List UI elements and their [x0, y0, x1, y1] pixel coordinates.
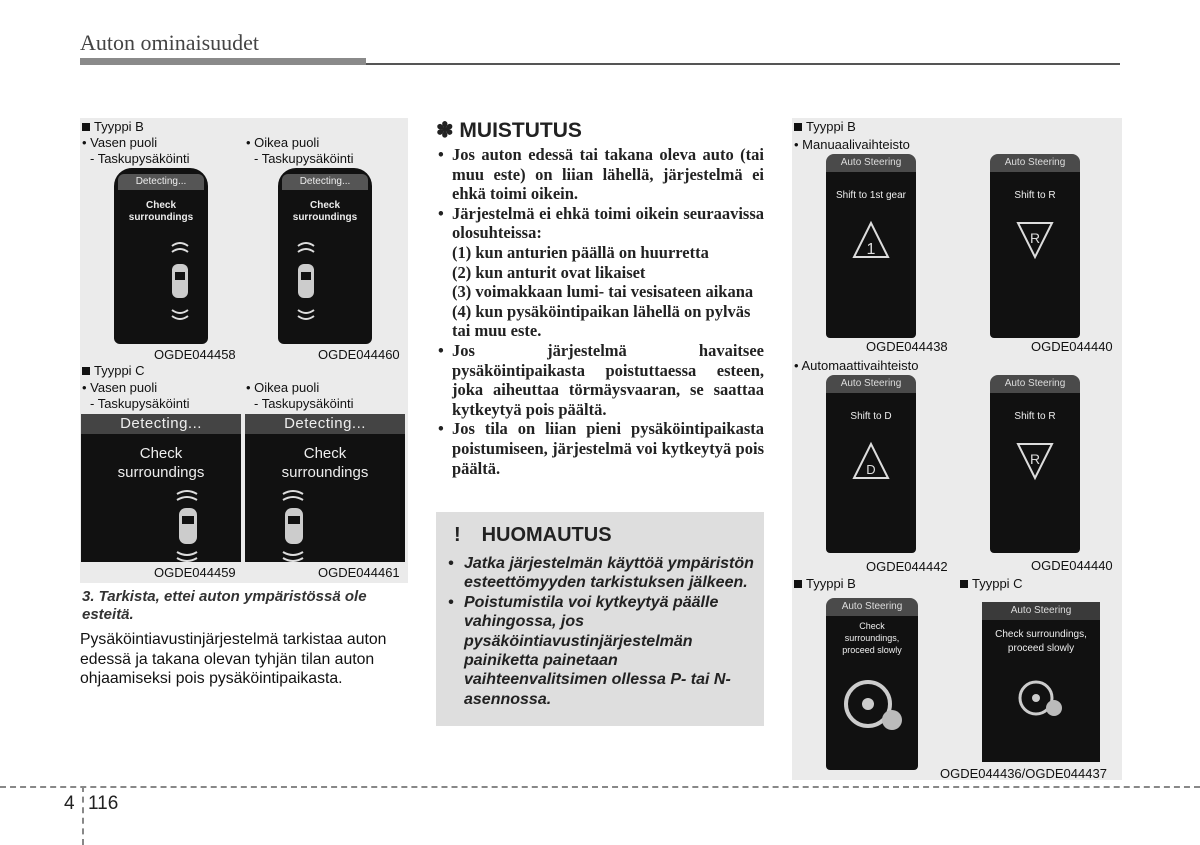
- display-msg-line2: surroundings: [117, 464, 205, 481]
- display-title: Detecting...: [118, 174, 204, 190]
- svg-text:R: R: [1029, 230, 1041, 246]
- page-number: 116: [88, 793, 119, 814]
- typec-right-display: [245, 414, 405, 562]
- square-bullet-icon: [82, 123, 90, 131]
- footer-vertical-divider: [82, 786, 84, 845]
- muistutus-item: • Jos järjestelmä havaitsee pysäköintipaikasta poistuttaessa esteen, joka aiheuttaa törmäysvaaran, se saattaa kytkeytyä pois päältä.: [436, 341, 764, 419]
- gear-warning-icon: [990, 436, 1080, 536]
- figure-code: OGDE044442: [866, 559, 948, 574]
- display-title: Detecting...: [282, 174, 368, 190]
- left-typec-left-side: • Vasen puoli: [82, 380, 158, 395]
- left-typeb-left-sub: - Taskupysäköinti: [90, 151, 190, 166]
- manual-label: • Manuaalivaihteisto: [794, 137, 910, 152]
- display-msg-line1: Check: [303, 445, 347, 462]
- figure-code: OGDE044461: [318, 565, 400, 580]
- display-msg-line2: surroundings: [128, 212, 194, 223]
- display-msg-line2: surroundings: [281, 464, 369, 481]
- figure-code: OGDE044460: [318, 347, 400, 362]
- manual-left-display: [826, 154, 916, 338]
- step-heading: 3. Tarkista, ettei auton ympäristössä ole esteitä.: [82, 588, 367, 623]
- square-bullet-icon: [794, 580, 802, 588]
- display-msg-line1: Check surroundings,: [995, 629, 1087, 640]
- left-typeb-label: Tyyppi B: [82, 119, 144, 135]
- header-rule: [366, 63, 1120, 65]
- display-msg-line2: proceed slowly: [1007, 643, 1075, 654]
- display-msg-line2: surroundings,: [844, 633, 900, 643]
- svg-text:R: R: [1029, 451, 1041, 467]
- muistutus-item: • Jos auton edessä tai takana oleva auto (tai muu este) on liian lähellä, järjestelmä ei ehkä toimi oikein.: [436, 145, 764, 204]
- bottom-typeb-display: [826, 598, 918, 770]
- sub-item: (2) kun anturit ovat likaiset: [452, 262, 646, 282]
- bottom-typec-display: [982, 602, 1100, 762]
- figure-code: OGDE044458: [154, 347, 236, 362]
- car-sensor-icon: [278, 224, 372, 344]
- svg-text:D: D: [866, 462, 876, 477]
- huomautus-title: HUOMAUTUS: [481, 524, 612, 546]
- typeb-right-display: [278, 168, 372, 344]
- figure-code: OGDE044440: [1031, 558, 1113, 573]
- square-bullet-icon: [82, 367, 90, 375]
- display-msg-line3: proceed slowly: [842, 645, 902, 655]
- auto-label: • Automaattivaihteisto: [794, 358, 919, 373]
- display-title: Auto Steering: [990, 154, 1080, 172]
- bottom-typeb-label: Tyyppi B: [794, 576, 856, 592]
- display-title: Auto Steering: [826, 375, 916, 393]
- display-msg-line2: surroundings: [292, 212, 358, 223]
- display-title: Auto Steering: [826, 598, 918, 616]
- gear-warning-icon: [826, 436, 916, 536]
- sub-item: (3) voimakkaan lumi- tai vesisateen aikana: [452, 282, 754, 302]
- muistutus-title: ✽ MUISTUTUS: [436, 119, 582, 142]
- gear-warning-icon: [990, 215, 1080, 315]
- display-msg: Shift to R: [1014, 411, 1056, 422]
- footer-dashed-line: [0, 786, 1200, 788]
- display-title: Auto Steering: [990, 375, 1080, 393]
- step-body: Pysäköintiavustinjärjestelmä tarkistaa auton edessä ja takana olevan tyhjän tilan auton ohjaamiseksi pois pysäköintipaikasta.: [80, 631, 387, 687]
- display-title: Detecting...: [81, 414, 241, 434]
- muistutus-item: • Järjestelmä ei ehkä toimi oikein seuraavissa olosuhteissa:: [436, 204, 764, 243]
- left-typeb-left-side: • Vasen puoli: [82, 135, 158, 150]
- huomautus-item: • Jatka järjestelmän käyttöä ympäristön esteettömyyden tarkistuksen jälkeen.: [448, 555, 754, 592]
- chapter-number: 4: [64, 793, 75, 814]
- svg-text:1: 1: [866, 241, 876, 258]
- figure-code: OGDE044436/OGDE044437: [940, 766, 1107, 781]
- page-header-title: Auton ominaisuudet: [80, 30, 260, 55]
- muistutus-item: • Jos tila on liian pieni pysäköintipaikasta poistumiseen, järjestelmä voi kytkeytyä pois päältä.: [436, 419, 764, 478]
- display-msg-line1: Check: [139, 445, 183, 462]
- typeb-left-display: [114, 168, 208, 344]
- sub-item: (4) kun pysäköintipaikan lähellä on pylväs tai muu este.: [452, 301, 751, 341]
- display-msg-line1: Check: [309, 200, 340, 211]
- display-msg-line1: Check: [145, 200, 176, 211]
- left-typec-right-side: • Oikea puoli: [246, 380, 320, 395]
- steering-wheel-icon: [826, 664, 918, 744]
- figure-code: OGDE044438: [866, 339, 948, 354]
- typec-left-display: [81, 414, 241, 562]
- figure-code: OGDE044440: [1031, 339, 1113, 354]
- left-typeb-right-sub: - Taskupysäköinti: [254, 151, 354, 166]
- left-typec-right-sub: - Taskupysäköinti: [254, 396, 354, 411]
- muistutus-list: [436, 145, 764, 478]
- car-sensor-icon: [81, 482, 241, 562]
- steering-wheel-icon: [982, 664, 1100, 734]
- sub-item: (1) kun anturien päällä on huurretta: [452, 242, 709, 262]
- display-title: Auto Steering: [826, 154, 916, 172]
- gear-warning-icon: [826, 215, 916, 315]
- display-msg: Shift to D: [850, 411, 892, 422]
- display-title: Detecting...: [245, 414, 405, 434]
- header-bar: [80, 58, 366, 65]
- square-bullet-icon: [794, 123, 802, 131]
- auto-left-display: [826, 375, 916, 553]
- display-msg: Shift to 1st gear: [835, 190, 907, 201]
- left-typec-left-sub: - Taskupysäköinti: [90, 396, 190, 411]
- display-title: Auto Steering: [982, 602, 1100, 620]
- manual-right-display: [990, 154, 1080, 338]
- right-typeb-label: Tyyppi B: [794, 119, 856, 135]
- huomautus-box: [436, 512, 764, 726]
- huomautus-item: • Poistumistila voi kytkeytyä päälle vahingossa, jos pysäköintiavustinjärjestelmän painiketta painetaan vaihteenvalitsimen ollessa P- tai N-asennossa.: [448, 593, 731, 708]
- car-sensor-icon: [114, 224, 208, 344]
- left-typeb-right-side: • Oikea puoli: [246, 135, 320, 150]
- car-sensor-icon: [245, 482, 405, 562]
- square-bullet-icon: [960, 580, 968, 588]
- left-typec-label: Tyyppi C: [82, 363, 145, 379]
- display-msg-line1: Check: [859, 621, 885, 631]
- bottom-typec-label: Tyyppi C: [960, 576, 1023, 592]
- display-msg: Shift to R: [1014, 190, 1056, 201]
- warning-icon: !: [454, 524, 461, 546]
- auto-right-display: [990, 375, 1080, 553]
- figure-code: OGDE044459: [154, 565, 236, 580]
